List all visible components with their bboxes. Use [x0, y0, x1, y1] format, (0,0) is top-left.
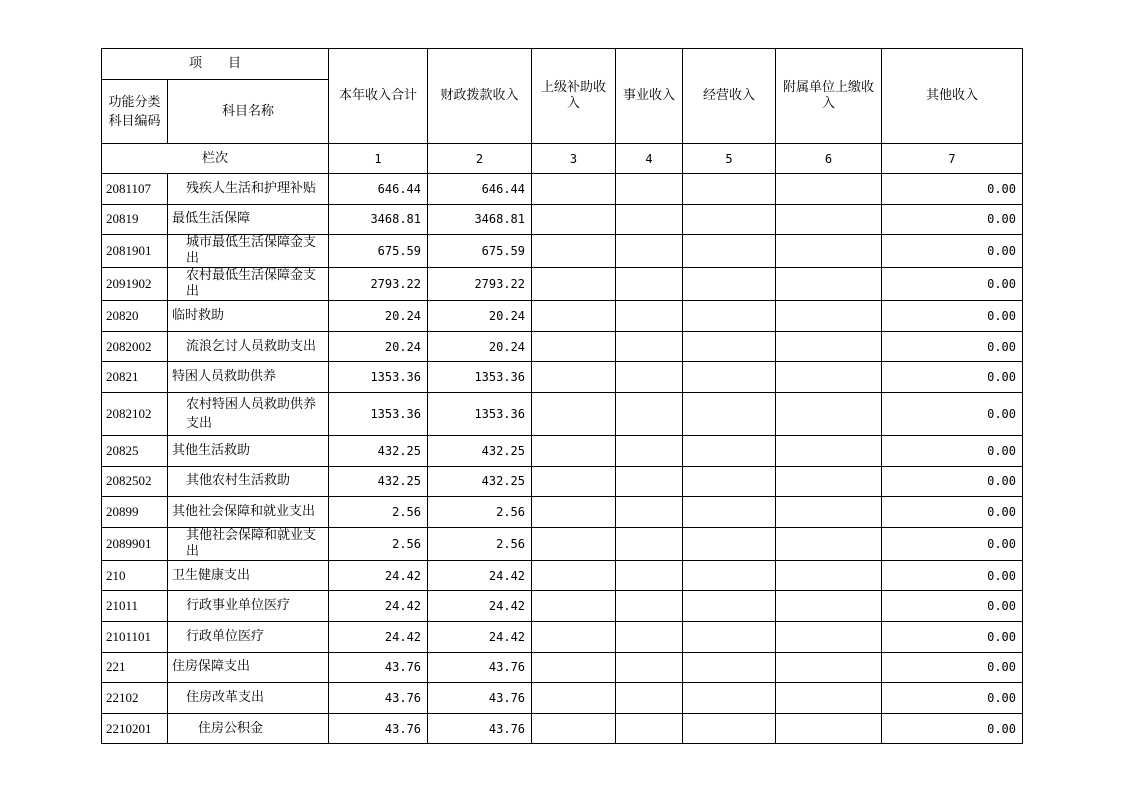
row-fiscal: 2.56 — [428, 497, 532, 528]
row-total: 43.76 — [329, 713, 428, 744]
row-name: 残疾人生活和护理补贴 — [168, 174, 329, 205]
row-affiliated — [776, 204, 882, 235]
row-affiliated — [776, 497, 882, 528]
row-total: 432.25 — [329, 435, 428, 466]
row-superior — [532, 497, 616, 528]
row-other: 0.00 — [882, 235, 1023, 268]
row-fiscal: 24.42 — [428, 591, 532, 622]
row-name: 卫生健康支出 — [168, 560, 329, 591]
row-other: 0.00 — [882, 204, 1023, 235]
table-row — [102, 301, 1023, 332]
row-operating — [683, 527, 776, 560]
row-total: 1353.36 — [329, 392, 428, 435]
row-operating — [683, 204, 776, 235]
table-row — [102, 204, 1023, 235]
row-other: 0.00 — [882, 652, 1023, 683]
row-code: 2081107 — [102, 174, 168, 205]
row-affiliated — [776, 392, 882, 435]
row-superior — [532, 683, 616, 714]
row-fiscal: 43.76 — [428, 652, 532, 683]
row-other: 0.00 — [882, 268, 1023, 301]
row-superior — [532, 301, 616, 332]
row-operating — [683, 591, 776, 622]
row-operating — [683, 683, 776, 714]
row-business — [616, 683, 683, 714]
col-num-7: 7 — [882, 144, 1023, 174]
row-fiscal: 2.56 — [428, 527, 532, 560]
col-num-3: 3 — [532, 144, 616, 174]
row-fiscal: 20.24 — [428, 331, 532, 362]
row-code: 2210201 — [102, 713, 168, 744]
table-row — [102, 591, 1023, 622]
table-row — [102, 466, 1023, 497]
row-other: 0.00 — [882, 466, 1023, 497]
row-name: 住房保障支出 — [168, 652, 329, 683]
row-business — [616, 497, 683, 528]
table-row — [102, 527, 1023, 560]
row-total: 2.56 — [329, 527, 428, 560]
income-table — [101, 48, 1023, 744]
row-business — [616, 392, 683, 435]
row-code: 20825 — [102, 435, 168, 466]
table-row — [102, 560, 1023, 591]
row-superior — [532, 652, 616, 683]
row-superior — [532, 435, 616, 466]
row-affiliated — [776, 560, 882, 591]
row-operating — [683, 268, 776, 301]
row-code: 2089901 — [102, 527, 168, 560]
row-superior — [532, 331, 616, 362]
row-name: 城市最低生活保障金支出 — [168, 235, 329, 268]
row-code: 221 — [102, 652, 168, 683]
row-affiliated — [776, 466, 882, 497]
row-business — [616, 713, 683, 744]
row-total: 24.42 — [329, 560, 428, 591]
table-row — [102, 497, 1023, 528]
row-business — [616, 560, 683, 591]
table-row — [102, 713, 1023, 744]
row-operating — [683, 652, 776, 683]
row-affiliated — [776, 331, 882, 362]
row-other: 0.00 — [882, 621, 1023, 652]
row-other: 0.00 — [882, 560, 1023, 591]
col-header-fiscal: 财政拨款收入 — [428, 49, 532, 144]
row-code: 2082102 — [102, 392, 168, 435]
col-num-2: 2 — [428, 144, 532, 174]
row-fiscal: 43.76 — [428, 683, 532, 714]
row-business — [616, 301, 683, 332]
row-code: 2082002 — [102, 331, 168, 362]
row-fiscal: 24.42 — [428, 560, 532, 591]
row-name: 农村特困人员救助供养支出 — [168, 392, 329, 435]
row-operating — [683, 497, 776, 528]
name-header: 科目名称 — [168, 80, 329, 144]
row-fiscal: 1353.36 — [428, 362, 532, 393]
row-other: 0.00 — [882, 683, 1023, 714]
row-name: 其他社会保障和就业支出 — [168, 497, 329, 528]
row-name: 其他农村生活救助 — [168, 466, 329, 497]
row-business — [616, 268, 683, 301]
table-row — [102, 621, 1023, 652]
row-name: 临时救助 — [168, 301, 329, 332]
lanci-row — [102, 144, 1023, 174]
row-code: 2081901 — [102, 235, 168, 268]
row-total: 20.24 — [329, 331, 428, 362]
row-fiscal: 24.42 — [428, 621, 532, 652]
row-business — [616, 435, 683, 466]
table-row — [102, 268, 1023, 301]
col-header-other: 其他收入 — [882, 49, 1023, 144]
row-name: 住房改革支出 — [168, 683, 329, 714]
row-total: 432.25 — [329, 466, 428, 497]
row-other: 0.00 — [882, 392, 1023, 435]
row-fiscal: 1353.36 — [428, 392, 532, 435]
row-code: 20819 — [102, 204, 168, 235]
row-fiscal: 3468.81 — [428, 204, 532, 235]
row-operating — [683, 235, 776, 268]
row-code: 21011 — [102, 591, 168, 622]
row-name: 特困人员救助供养 — [168, 362, 329, 393]
table-row — [102, 435, 1023, 466]
row-superior — [532, 621, 616, 652]
table-body — [102, 49, 1023, 744]
row-fiscal: 432.25 — [428, 466, 532, 497]
row-code: 22102 — [102, 683, 168, 714]
row-business — [616, 466, 683, 497]
row-name: 行政单位医疗 — [168, 621, 329, 652]
row-business — [616, 621, 683, 652]
row-total: 3468.81 — [329, 204, 428, 235]
row-total: 24.42 — [329, 621, 428, 652]
row-code: 210 — [102, 560, 168, 591]
row-total: 43.76 — [329, 652, 428, 683]
row-total: 2.56 — [329, 497, 428, 528]
row-name: 最低生活保障 — [168, 204, 329, 235]
row-fiscal: 20.24 — [428, 301, 532, 332]
row-affiliated — [776, 301, 882, 332]
row-fiscal: 2793.22 — [428, 268, 532, 301]
item-header: 项 目 — [102, 49, 329, 80]
code-header: 功能分类科目编码 — [102, 80, 168, 144]
row-superior — [532, 204, 616, 235]
row-superior — [532, 362, 616, 393]
row-operating — [683, 362, 776, 393]
row-superior — [532, 713, 616, 744]
row-name: 其他生活救助 — [168, 435, 329, 466]
row-total: 20.24 — [329, 301, 428, 332]
row-code: 20899 — [102, 497, 168, 528]
col-num-4: 4 — [616, 144, 683, 174]
table-row — [102, 174, 1023, 205]
row-other: 0.00 — [882, 362, 1023, 393]
table-row — [102, 362, 1023, 393]
row-other: 0.00 — [882, 174, 1023, 205]
row-operating — [683, 301, 776, 332]
row-business — [616, 527, 683, 560]
row-name: 流浪乞讨人员救助支出 — [168, 331, 329, 362]
row-business — [616, 362, 683, 393]
col-header-superior: 上级补助收入 — [532, 49, 616, 144]
row-other: 0.00 — [882, 591, 1023, 622]
row-affiliated — [776, 621, 882, 652]
table-row — [102, 331, 1023, 362]
row-business — [616, 174, 683, 205]
row-name: 农村最低生活保障金支出 — [168, 268, 329, 301]
row-operating — [683, 466, 776, 497]
row-superior — [532, 591, 616, 622]
row-superior — [532, 235, 616, 268]
row-other: 0.00 — [882, 435, 1023, 466]
row-code: 2082502 — [102, 466, 168, 497]
row-superior — [532, 174, 616, 205]
row-superior — [532, 527, 616, 560]
row-code: 20820 — [102, 301, 168, 332]
row-code: 2091902 — [102, 268, 168, 301]
row-affiliated — [776, 652, 882, 683]
row-superior — [532, 466, 616, 497]
row-affiliated — [776, 591, 882, 622]
row-affiliated — [776, 713, 882, 744]
row-affiliated — [776, 268, 882, 301]
row-affiliated — [776, 235, 882, 268]
row-operating — [683, 174, 776, 205]
row-other: 0.00 — [882, 331, 1023, 362]
row-operating — [683, 621, 776, 652]
row-other: 0.00 — [882, 527, 1023, 560]
row-code: 2101101 — [102, 621, 168, 652]
row-business — [616, 331, 683, 362]
table-row — [102, 392, 1023, 435]
row-affiliated — [776, 527, 882, 560]
row-affiliated — [776, 362, 882, 393]
header-row-1 — [102, 49, 1023, 80]
row-fiscal: 675.59 — [428, 235, 532, 268]
row-fiscal: 646.44 — [428, 174, 532, 205]
row-affiliated — [776, 174, 882, 205]
row-total: 43.76 — [329, 683, 428, 714]
table-row — [102, 235, 1023, 268]
row-other: 0.00 — [882, 713, 1023, 744]
row-total: 675.59 — [329, 235, 428, 268]
row-operating — [683, 713, 776, 744]
row-operating — [683, 392, 776, 435]
row-name: 住房公积金 — [168, 713, 329, 744]
row-operating — [683, 435, 776, 466]
row-business — [616, 235, 683, 268]
row-other: 0.00 — [882, 301, 1023, 332]
col-header-affiliated: 附属单位上缴收入 — [776, 49, 882, 144]
row-superior — [532, 268, 616, 301]
row-operating — [683, 331, 776, 362]
row-total: 24.42 — [329, 591, 428, 622]
row-business — [616, 652, 683, 683]
row-fiscal: 43.76 — [428, 713, 532, 744]
row-superior — [532, 560, 616, 591]
row-business — [616, 204, 683, 235]
row-name: 其他社会保障和就业支出 — [168, 527, 329, 560]
col-header-business: 事业收入 — [616, 49, 683, 144]
table-row — [102, 683, 1023, 714]
col-num-6: 6 — [776, 144, 882, 174]
col-header-total: 本年收入合计 — [329, 49, 428, 144]
row-affiliated — [776, 683, 882, 714]
row-total: 1353.36 — [329, 362, 428, 393]
col-num-1: 1 — [329, 144, 428, 174]
lanci-label: 栏次 — [102, 144, 329, 174]
row-business — [616, 591, 683, 622]
table-row — [102, 652, 1023, 683]
row-total: 2793.22 — [329, 268, 428, 301]
row-affiliated — [776, 435, 882, 466]
row-name: 行政事业单位医疗 — [168, 591, 329, 622]
row-code: 20821 — [102, 362, 168, 393]
row-total: 646.44 — [329, 174, 428, 205]
row-fiscal: 432.25 — [428, 435, 532, 466]
row-superior — [532, 392, 616, 435]
row-other: 0.00 — [882, 497, 1023, 528]
col-num-5: 5 — [683, 144, 776, 174]
row-operating — [683, 560, 776, 591]
col-header-operating: 经营收入 — [683, 49, 776, 144]
